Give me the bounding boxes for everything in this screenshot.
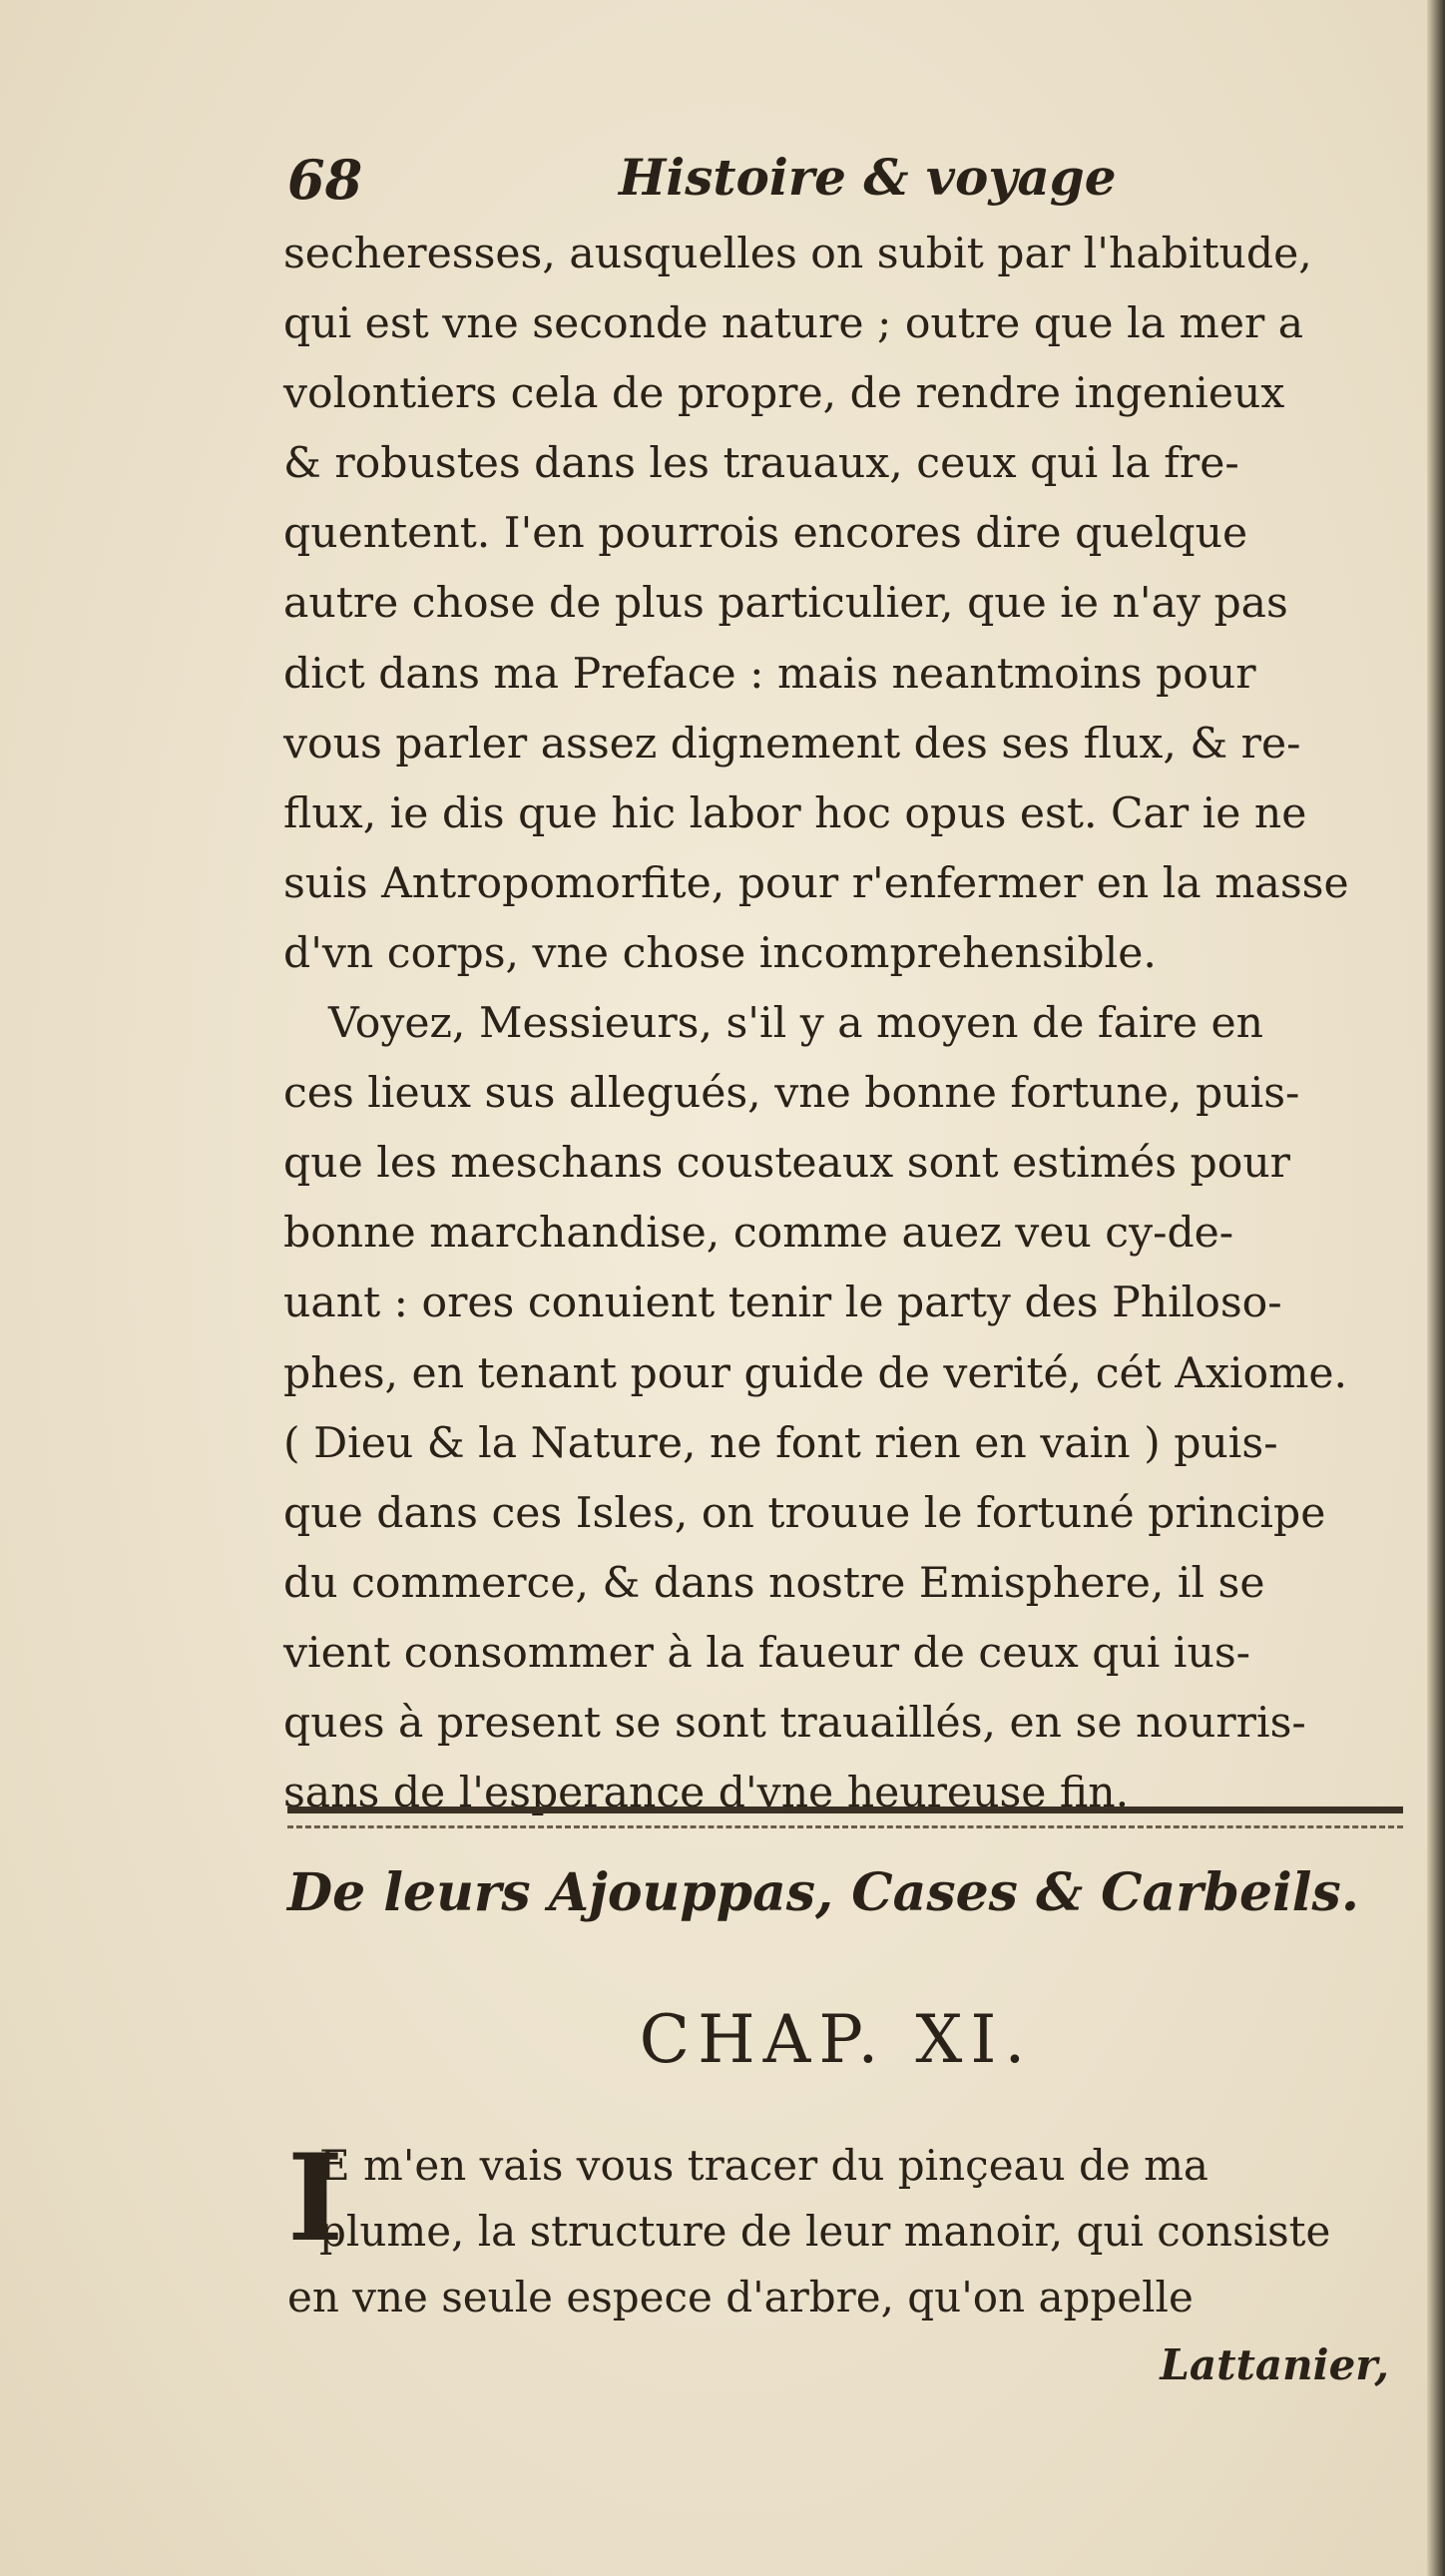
text-line: vous parler assez dignement des ses flux, & re- (283, 719, 1301, 769)
text-line: que les meschans cousteaux sont estimés pour (283, 1139, 1291, 1189)
text-line: ques à present se sont trauaillés, en se nourris- (283, 1698, 1306, 1748)
text-line: quentent. I'en pourrois encores dire quelque (283, 509, 1248, 559)
text-line: bonne marchandise, comme auez veu cy-de- (283, 1209, 1234, 1259)
text-line: du commerce, & dans nostre Emisphere, il se (283, 1558, 1265, 1608)
text-line: & robustes dans les trauaux, ceux qui la fre- (283, 439, 1239, 489)
text-line: autre chose de plus particulier, que ie n'ay pas (283, 579, 1288, 629)
ornamental-divider (287, 1806, 1403, 1828)
page-header (287, 148, 1117, 218)
body-text (283, 220, 1401, 1828)
text-line-paragraph-start: Voyez, Messieurs, s'il y a moyen de faire en (328, 999, 1264, 1049)
chapter-body (287, 2128, 1405, 2330)
text-line: qui est vne seconde nature ; outre que la mer a (283, 299, 1304, 349)
text-line: phes, en tenant pour guide de verité, cét Axiome. (283, 1348, 1348, 1398)
page-number: 68 (287, 148, 363, 212)
section-title: De leurs Ajouppas, Cases & Carbeils. (287, 1862, 1359, 1923)
text-line: secheresses, ausquelles on subit par l'habitude, (283, 230, 1312, 278)
text-line: en vne seule espece d'arbre, qu'on appelle (287, 2273, 1194, 2321)
text-line: suis Antropomorfite, pour r'enfermer en la masse (283, 858, 1349, 908)
chapter-heading: CHAP. XI. (639, 2001, 1034, 2078)
text-line: volontiers cela de propre, de rendre ingenieux (283, 369, 1285, 419)
text-line: dict dans ma Preface : mais neantmoins pour (283, 649, 1256, 699)
text-line: d'vn corps, vne chose incomprehensible. (283, 928, 1157, 978)
text-line: E m'en vais vous tracer du pinçeau de ma (319, 2141, 1208, 2190)
text-line: flux, ie dis que hic labor hoc opus est. Car ie ne (283, 788, 1307, 838)
text-line: vient consommer à la faueur de ceux qui ius- (283, 1628, 1251, 1678)
text-line: que dans ces Isles, on trouue le fortuné principe (283, 1488, 1326, 1538)
page-gutter-shadow (1427, 0, 1445, 2576)
drop-cap: I (287, 2128, 344, 2269)
text-line: uant : ores conuient tenir le party des Philoso- (283, 1279, 1282, 1328)
text-line: sans de l'esperance d'vne heureuse fin. (283, 1769, 1130, 1818)
running-head: Histoire & voyage (619, 148, 1117, 207)
catchword: Lattanier, (1160, 2340, 1389, 2389)
text-line: plume, la structure de leur manoir, qui consiste (319, 2207, 1331, 2256)
text-line: ( Dieu & la Nature, ne font rien en vain ) puis- (283, 1418, 1278, 1468)
text-line: ces lieux sus allegués, vne bonne fortune, puis- (283, 1069, 1300, 1119)
